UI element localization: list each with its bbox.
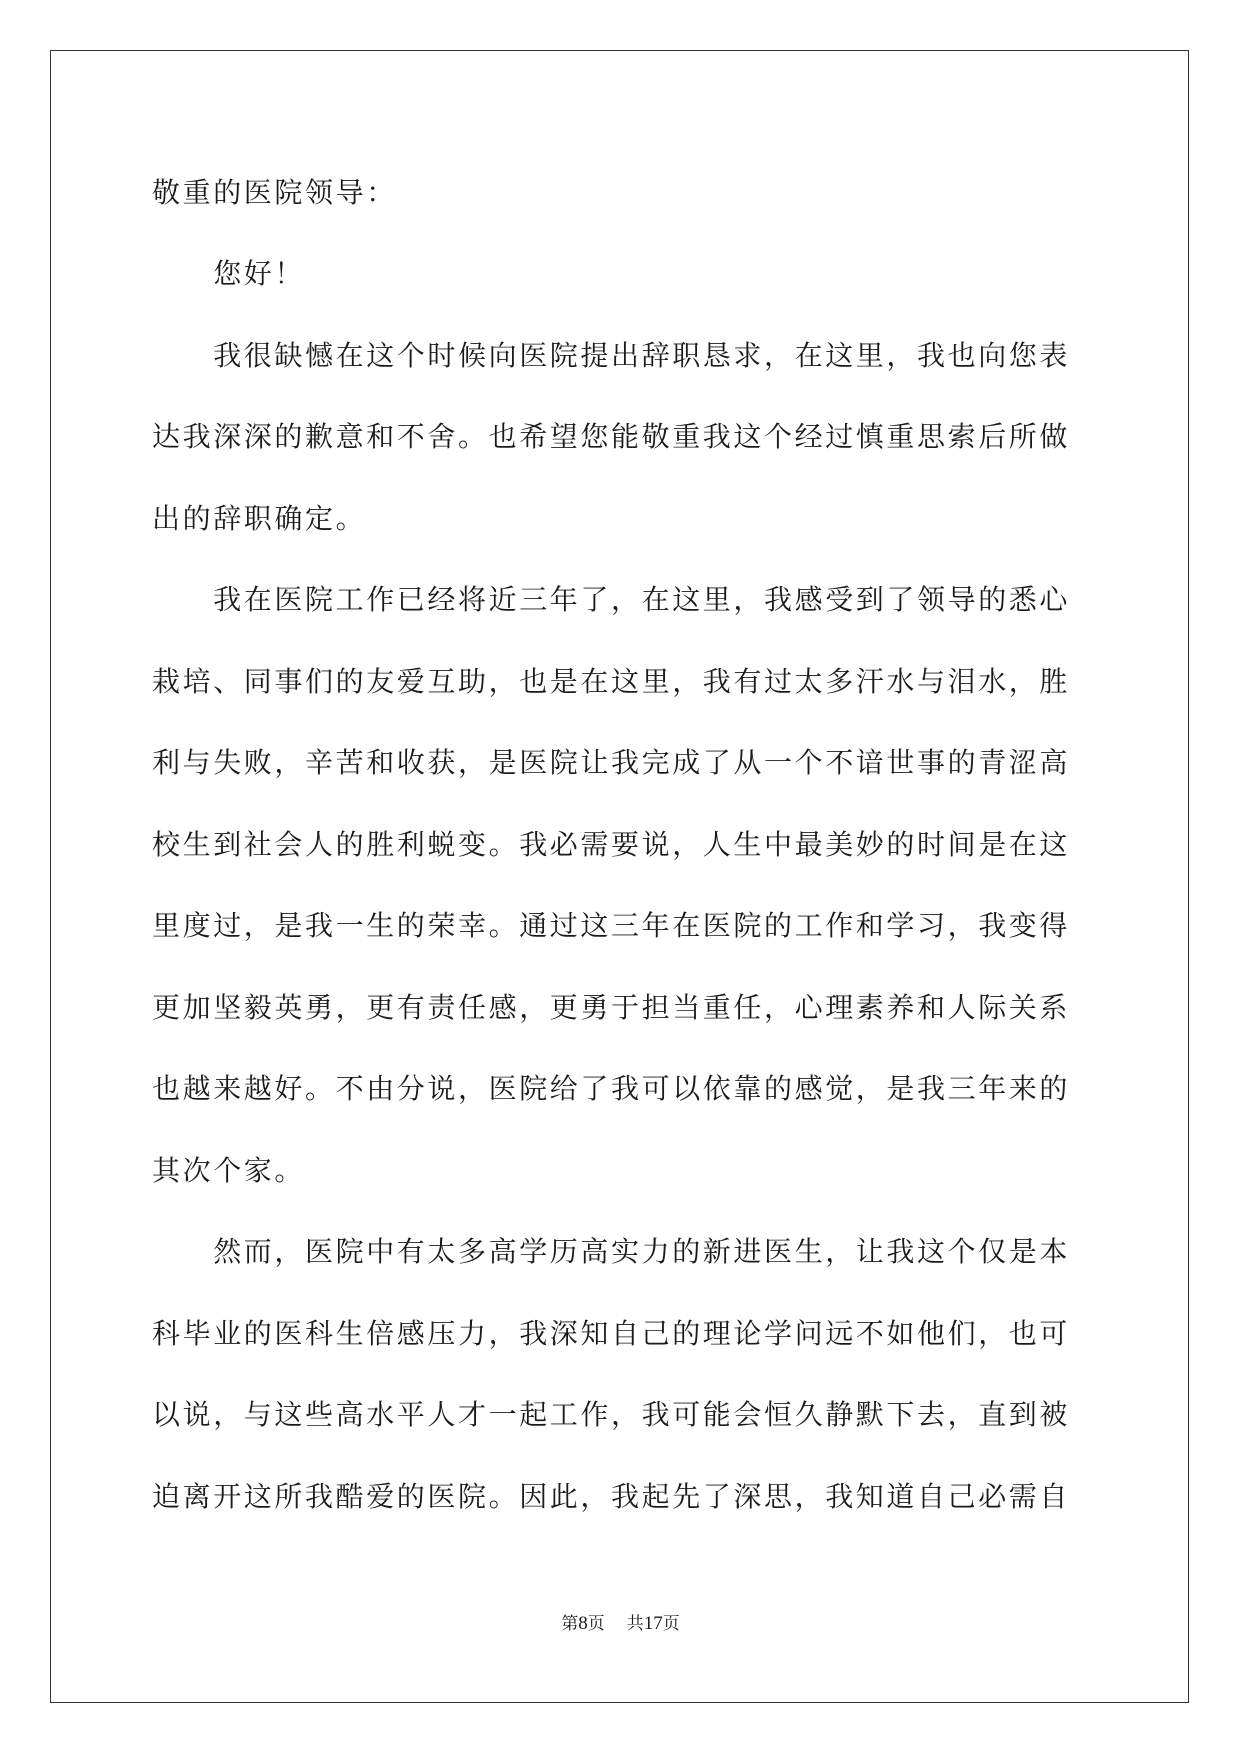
paragraph-line: 科毕业的医科生倍感压力，我深知自己的理论学问远不如他们，也可 <box>152 1317 1071 1350</box>
paragraph-line: 以说，与这些高水平人才一起工作，我可能会恒久静默下去，直到被 <box>152 1398 1071 1431</box>
paragraph-line: 更加坚毅英勇，更有责任感，更勇于担当重任，心理素养和人际关系 <box>152 991 1071 1024</box>
paragraph-line: 里度过，是我一生的荣幸。通过这三年在医院的工作和学习，我变得 <box>152 909 1071 942</box>
paragraph-line: 迫离开这所我酷爱的医院。因此，我起先了深思，我知道自己必需自 <box>152 1480 1071 1513</box>
page-prefix: 第 <box>561 1614 579 1634</box>
greeting: 您好！ <box>152 257 306 290</box>
paragraph-line: 达我深深的歉意和不舍。也希望您能敬重我这个经过慎重思索后所做 <box>152 420 1071 453</box>
paragraph-line: 栽培、同事们的友爱互助，也是在这里，我有过太多汗水与泪水，胜 <box>152 665 1071 698</box>
page-total: 17 <box>643 1613 663 1634</box>
paragraph-line: 也越来越好。不由分说，医院给了我可以依靠的感觉，是我三年来的 <box>152 1072 1071 1105</box>
total-prefix: 共 <box>626 1614 644 1634</box>
paragraph-line: 校生到社会人的胜利蜕变。我必需要说，人生中最美妙的时间是在这 <box>152 828 1071 861</box>
paragraph-line: 出的辞职确定。 <box>152 502 367 535</box>
paragraph-line: 我很缺憾在这个时候向医院提出辞职恳求，在这里，我也向您表 <box>152 339 1071 372</box>
paragraph-line: 利与失败，辛苦和收获，是医院让我完成了从一个不谙世事的青涩高 <box>152 746 1071 779</box>
page-footer <box>0 1614 1241 1634</box>
paragraph-line: 然而，医院中有太多高学历高实力的新进医生，让我这个仅是本 <box>152 1235 1071 1268</box>
paragraph-line: 其次个家。 <box>152 1154 306 1187</box>
page-unit: 页 <box>587 1614 605 1634</box>
page-border <box>50 50 1189 1703</box>
page-current: 8 <box>578 1613 588 1634</box>
paragraph-line: 我在医院工作已经将近三年了，在这里，我感受到了领导的悉心 <box>152 583 1071 616</box>
total-unit: 页 <box>662 1614 680 1634</box>
salutation: 敬重的医院领导： <box>152 176 397 209</box>
